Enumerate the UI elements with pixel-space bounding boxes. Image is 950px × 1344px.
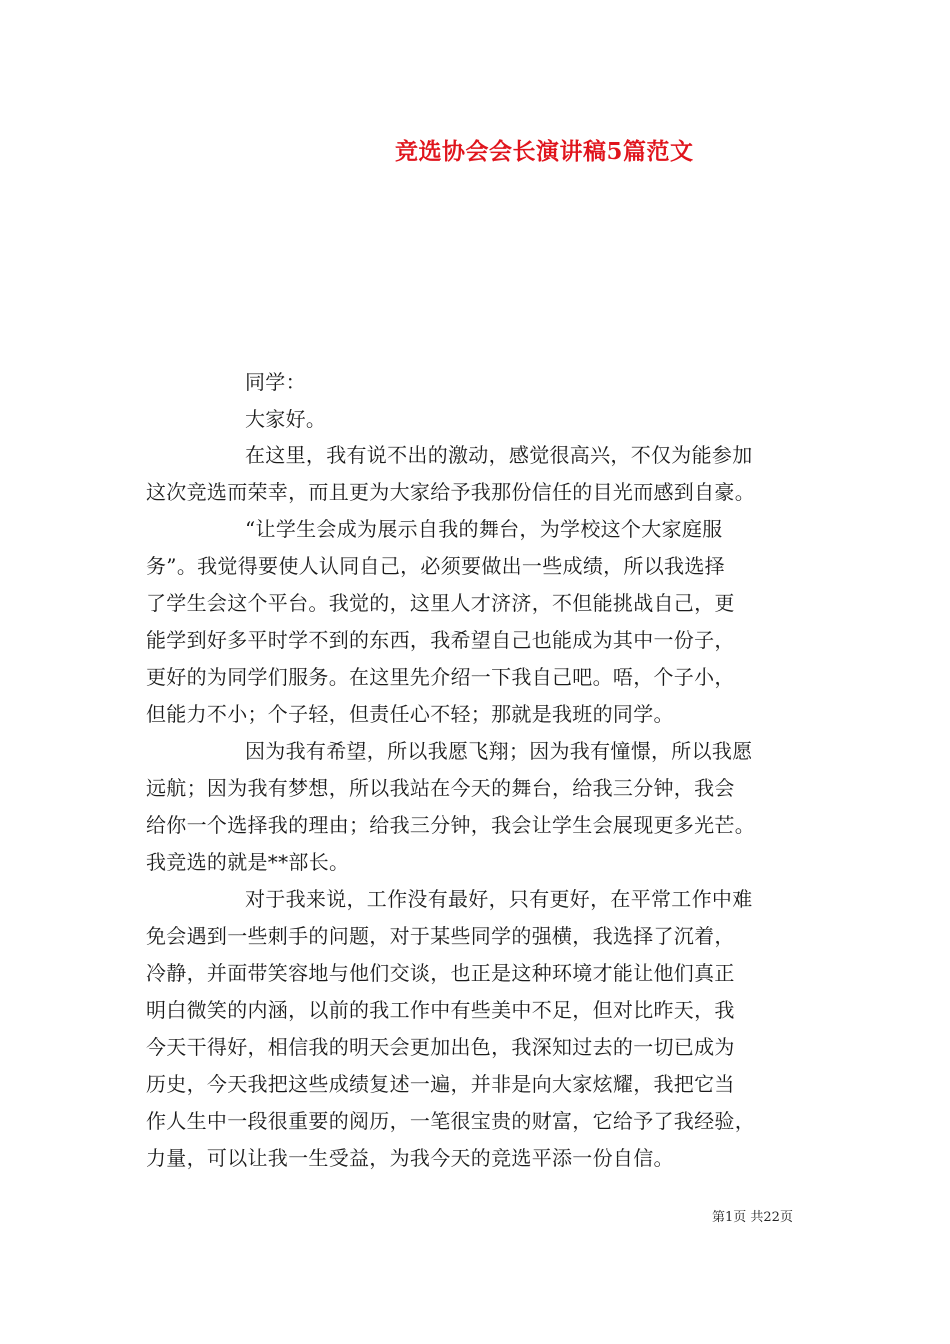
text-line: 历史，今天我把这些成绩复述一遍，并非是向大家炫耀，我把它当 — [146, 1072, 735, 1096]
text-line: 给你一个选择我的理由；给我三分钟，我会让学生会展现更多光芒。 — [146, 813, 755, 837]
text-line: 这次竞选而荣幸，而且更为大家给予我那份信任的目光而感到自豪。 — [146, 480, 755, 504]
text-line: 对于我来说，工作没有最好，只有更好，在平常工作中难 — [245, 887, 753, 911]
text-line: 同学： — [245, 370, 306, 394]
text-line: 远航；因为我有梦想，所以我站在今天的舞台，给我三分钟，我会 — [146, 776, 735, 800]
text-line: 免会遇到一些刺手的问题，对于某些同学的强横，我选择了沉着， — [146, 924, 735, 948]
text-line: 在这里，我有说不出的激动，感觉很高兴，不仅为能参加 — [245, 443, 753, 467]
text-line: 了学生会这个平台。我觉的，这里人才济济，不但能挑战自己，更 — [146, 591, 735, 615]
text-line: 大家好。 — [245, 407, 327, 431]
text-line: 今天干得好，相信我的明天会更加出色，我深知过去的一切已成为 — [146, 1035, 735, 1059]
text-line: “让学生会成为展示自我的舞台，为学校这个大家庭服 — [245, 517, 723, 541]
text-line: 因为我有希望，所以我愿飞翔；因为我有憧憬，所以我愿 — [245, 739, 753, 763]
text-line: 作人生中一段很重要的阅历，一笔很宝贵的财富，它给予了我经验， — [146, 1109, 755, 1133]
text-line: 能学到好多平时学不到的东西，我希望自己也能成为其中一份子， — [146, 628, 735, 652]
text-line: 冷静，并面带笑容地与他们交谈，也正是这种环境才能让他们真正 — [146, 961, 735, 985]
text-line: 我竞选的就是**部长。 — [146, 850, 350, 874]
text-line: 力量，可以让我一生受益，为我今天的竞选平添一份自信。 — [146, 1146, 674, 1170]
text-line: 更好的为同学们服务。在这里先介绍一下我自己吧。唔，个子小， — [146, 665, 735, 689]
page-number-footer: 第1页 共22页 — [712, 1210, 793, 1225]
document-title: 竞选协会会长演讲稿5篇范文 — [395, 138, 694, 165]
text-line: 明白微笑的内涵，以前的我工作中有些美中不足，但对比昨天，我 — [146, 998, 735, 1022]
text-line: 但能力不小；个子轻，但责任心不轻；那就是我班的同学。 — [146, 702, 674, 726]
text-line: 务”。我觉得要使人认同自己，必须要做出一些成绩，所以我选择 — [146, 554, 725, 578]
